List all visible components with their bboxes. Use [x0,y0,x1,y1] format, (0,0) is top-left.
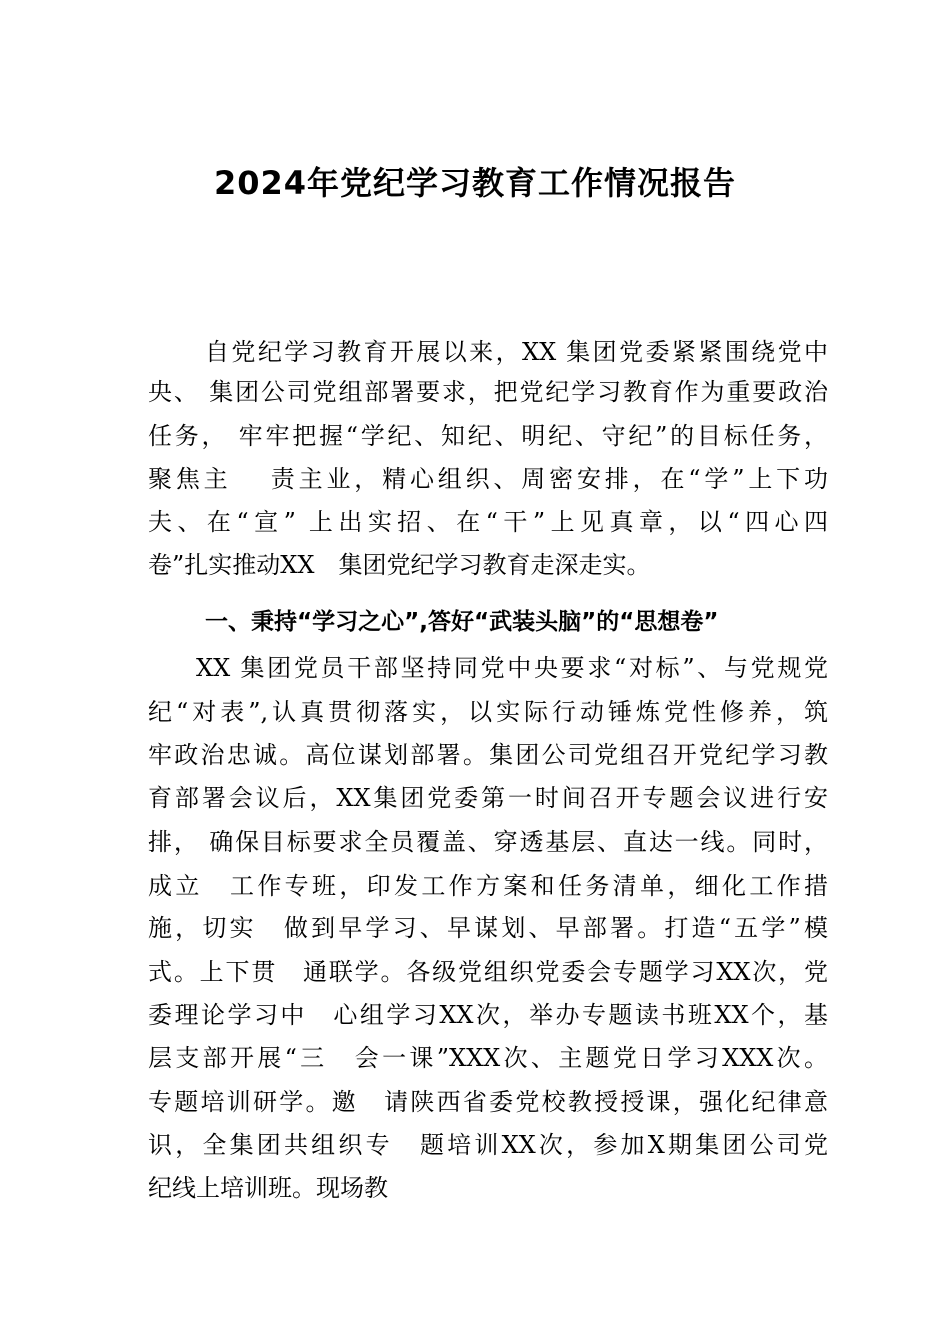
body-line: 式。上下贯 通联学。各级党组织党委会专题学习XX次，党 [148,958,828,986]
intro-line: 卷”扎实推动XX 集团党纪学习教育走深走实。 [148,551,651,579]
body-line: 成立 工作专班，印发工作方案和任务清单，细化工作措 [148,872,828,900]
body-line: XX 集团党员干部坚持同党中央要求“对标”、与党规党 [196,654,828,682]
body-line: 育部署会议后，XX集团党委第一时间召开专题会议进行安 [148,784,828,812]
body-line: 委理论学习中 心组学习XX次，举办专题读书班XX个，基 [148,1001,828,1029]
intro-line: 聚焦主 责主业，精心组织、周密安排，在“学”上下功 [148,465,828,493]
section-heading: 一、秉持“学习之心”,答好“武装头脑”的“思想卷” [205,609,719,635]
intro-line: 央、 集团公司党组部署要求，把党纪学习教育作为重要政治 [148,378,828,406]
intro-line: 任务， 牢牢把握“学纪、知纪、明纪、守纪”的目标任务， [148,422,828,450]
body-line: 施，切实 做到早学习、早谋划、早部署。打造“五学”模 [148,914,828,942]
body-line: 专题培训研学。邀 请陕西省委党校教授授课，强化纪律意 [148,1088,828,1116]
intro-line: 自党纪学习教育开展以来，XX 集团党委紧紧围绕党中 [205,338,828,366]
body-line: 层支部开展“三 会一课”XXX次、主题党日学习XXX次。 [148,1044,828,1072]
body-line: 排， 确保目标要求全员覆盖、穿透基层、直达一线。同时， [148,828,828,856]
body-line: 纪“对表”,认真贯彻落实，以实际行动锤炼党性修养，筑 [148,698,828,726]
document-title: 2024年党纪学习教育工作情况报告 [213,164,737,202]
body-line: 识，全集团共组织专 题培训XX次，参加X期集团公司党 [148,1131,828,1159]
intro-line: 夫、在“宣” 上出实招、在“干”上见真章，以“四心四 [148,508,828,536]
body-line: 牢政治忠诚。高位谋划部署。集团公司党组召开党纪学习教 [148,741,828,769]
body-line: 纪线上培训班。现场教 [148,1174,388,1202]
